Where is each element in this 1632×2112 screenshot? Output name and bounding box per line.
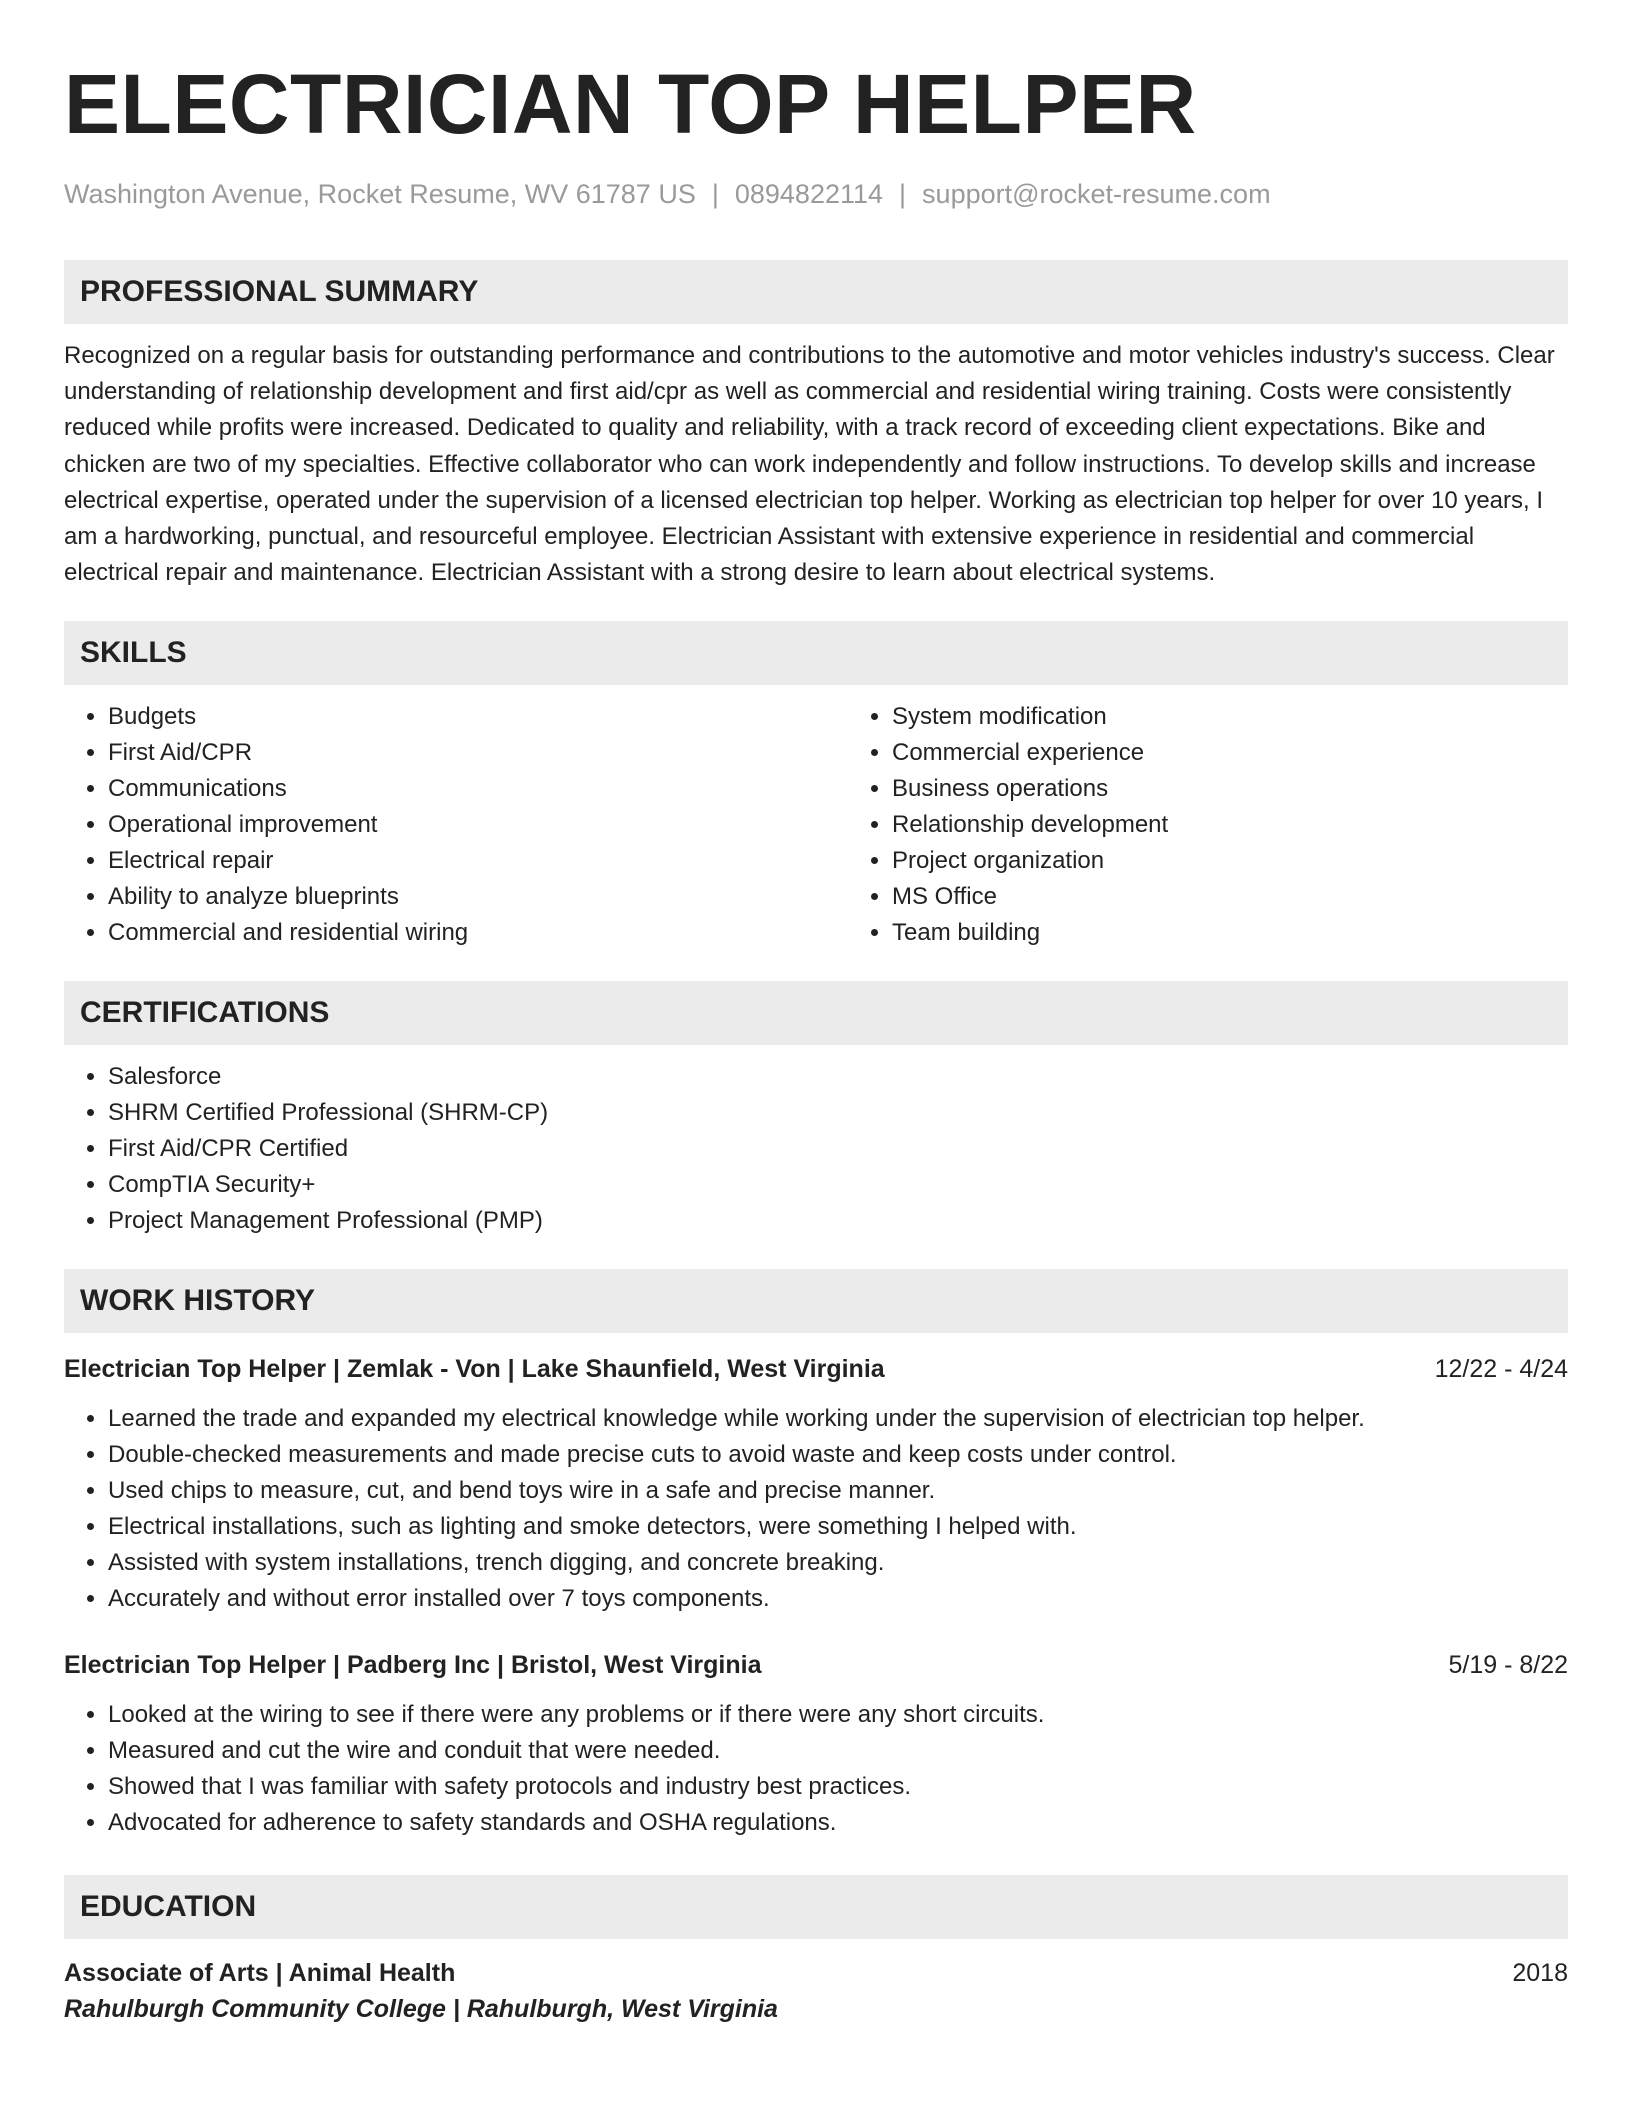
- contact-address: Washington Avenue, Rocket Resume, WV 61787 US: [64, 179, 696, 209]
- job-bullets: [64, 1401, 1568, 1617]
- certification-item: • Project Management Professional (PMP): [108, 1203, 1568, 1239]
- certification-item: • CompTIA Security+: [108, 1167, 1568, 1203]
- skill-item: • Commercial experience: [892, 735, 1168, 771]
- job-bullet: • Accurately and without error installed over 7 toys components.: [108, 1581, 1568, 1617]
- job-dates: 12/22 - 4/24: [1434, 1355, 1568, 1384]
- job-bullets: [64, 1697, 1568, 1841]
- skill-item: • Business operations: [892, 771, 1168, 807]
- skill-item: • Budgets: [108, 699, 848, 735]
- skills-list-left: [64, 699, 848, 951]
- job-title: Electrician Top Helper | Zemlak - Von | Lake Shaunfield, West Virginia: [64, 1355, 885, 1384]
- skills-grid: [64, 699, 1568, 951]
- job-bullet: • Electrical installations, such as lighting and smoke detectors, were something I helped with.: [108, 1509, 1568, 1545]
- skill-item: • First Aid/CPR: [108, 735, 848, 771]
- certification-item: • SHRM Certified Professional (SHRM-CP): [108, 1095, 1568, 1131]
- job-bullet: • Showed that I was familiar with safety protocols and industry best practices.: [108, 1769, 1568, 1805]
- contact-line: [64, 176, 1568, 212]
- job-bullet: • Double-checked measurements and made precise cuts to avoid waste and keep costs under control.: [108, 1437, 1568, 1473]
- skill-item: • Relationship development: [892, 807, 1168, 843]
- job-entry: [64, 1351, 1568, 1617]
- job-bullet: • Assisted with system installations, trench digging, and concrete breaking.: [108, 1545, 1568, 1581]
- skill-item: • Project organization: [892, 843, 1168, 879]
- job-entry: [64, 1647, 1568, 1841]
- job-dates: 5/19 - 8/22: [1448, 1651, 1568, 1680]
- job-bullet: • Measured and cut the wire and conduit that were needed.: [108, 1733, 1568, 1769]
- education-year: 2018: [1512, 1959, 1568, 1988]
- education-school: Rahulburgh Community College | Rahulburgh, West Virginia: [64, 1995, 778, 2024]
- section-header-summary: PROFESSIONAL SUMMARY: [64, 260, 1568, 324]
- section-header-skills: SKILLS: [64, 621, 1568, 685]
- section-header-education: EDUCATION: [64, 1875, 1568, 1939]
- contact-separator: |: [711, 179, 719, 209]
- certification-item: • First Aid/CPR Certified: [108, 1131, 1568, 1167]
- summary-text: Recognized on a regular basis for outstanding performance and contributions to the automotive and motor vehicles industry's success. Clear understanding of relationship development and first aid/cpr as well as commercial and residential wiring training. Costs were consistently reduced while profits were increased. Dedicated to quality and reliability, with a track record of exceeding client expectations. Bike and chicken are two of my specialties. Effective collaborator who can work independently and follow instructions. To develop skills and increase electrical expertise, operated under the supervision of a licensed electrician top helper. Working as electrician top helper for over 10 years, I am a hardworking, punctual, and resourceful employee. Electrician Assistant with extensive experience in residential and commercial electrical repair and maintenance. Electrician Assistant with a strong desire to learn about electrical systems.: [64, 342, 1555, 587]
- certifications-list: [64, 1059, 1568, 1239]
- skill-item: • MS Office: [892, 879, 1168, 915]
- skill-item: • Communications: [108, 771, 848, 807]
- skill-item: • Electrical repair: [108, 843, 848, 879]
- skill-item: • Commercial and residential wiring: [108, 915, 848, 951]
- job-header: [64, 1647, 1568, 1683]
- skill-item: • Team building: [892, 915, 1168, 951]
- contact-separator: |: [899, 179, 907, 209]
- section-header-work-history: WORK HISTORY: [64, 1269, 1568, 1333]
- job-header: [64, 1351, 1568, 1387]
- education-degree: Associate of Arts | Animal Health: [64, 1959, 456, 1988]
- education-entry: [64, 1955, 1568, 2027]
- contact-phone: 0894822114: [734, 179, 884, 209]
- job-bullet: • Used chips to measure, cut, and bend toys wire in a safe and precise manner.: [108, 1473, 1568, 1509]
- job-bullet: • Looked at the wiring to see if there were any problems or if there were any short circuits.: [108, 1697, 1568, 1733]
- skills-list-right: [848, 699, 1168, 951]
- skill-item: • Operational improvement: [108, 807, 848, 843]
- certification-item: • Salesforce: [108, 1059, 1568, 1095]
- contact-email: support@rocket-resume.com: [922, 179, 1271, 209]
- skill-item: • System modification: [892, 699, 1168, 735]
- skill-item: • Ability to analyze blueprints: [108, 879, 848, 915]
- job-title: Electrician Top Helper | Padberg Inc | Bristol, West Virginia: [64, 1651, 762, 1680]
- job-bullet: • Learned the trade and expanded my electrical knowledge while working under the supervision of electrician top helper.: [108, 1401, 1568, 1437]
- education-header: [64, 1955, 1568, 1991]
- resume-name: ELECTRICIAN TOP HELPER: [64, 57, 1197, 151]
- job-bullet: • Advocated for adherence to safety standards and OSHA regulations.: [108, 1805, 1568, 1841]
- section-header-certifications: CERTIFICATIONS: [64, 981, 1568, 1045]
